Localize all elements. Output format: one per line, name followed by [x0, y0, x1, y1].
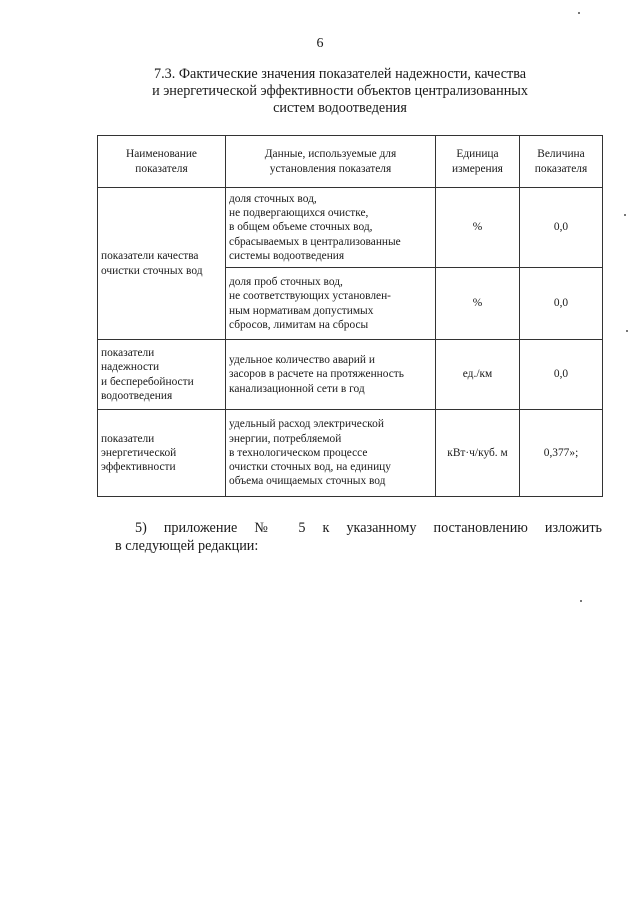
header-value [520, 136, 603, 188]
header-source-data [226, 136, 436, 188]
cell-line: и бесперебойности [101, 375, 194, 388]
cell-line: эффективности [101, 461, 176, 474]
cell-line: удельное количество аварий и [229, 354, 375, 367]
header-line: Величина [537, 148, 585, 161]
cell-line: очистки сточных вод, на единицу [229, 461, 391, 474]
value-cell: 0,0 [520, 188, 603, 268]
scan-speck [578, 12, 580, 14]
cell-line: очистки сточных вод [101, 264, 203, 277]
indicators-table [97, 135, 603, 497]
section-title-line: систем водоотведения [273, 100, 407, 116]
cell-line: канализационной сети в год [229, 382, 365, 395]
indicator-group-name [98, 188, 226, 340]
value-cell: 0,0 [520, 268, 603, 340]
cell-line: ным нормативам допустимых [229, 304, 374, 317]
cell-line: сбросов, лимитам на сбросы [229, 318, 369, 331]
cell-line: доля сточных вод, [229, 192, 317, 205]
header-line: показателя [534, 162, 588, 175]
section-title-line: 7.3. Фактические значения показателей надежности, качества [154, 66, 526, 82]
indicator-data-cell [226, 188, 436, 268]
unit-cell: кВт·ч/куб. м [436, 410, 520, 497]
cell-line: доля проб сточных вод, [229, 275, 343, 288]
cell-line: удельный расход электрической [229, 418, 384, 431]
section-title [110, 66, 570, 117]
scan-speck [626, 330, 628, 332]
indicator-data-cell [226, 268, 436, 340]
cell-line: засоров в расчете на протяженность [229, 368, 404, 381]
value-cell: 0,0 [520, 340, 603, 410]
cell-line: сбрасываемых в централизованные [229, 235, 401, 248]
header-line: установления показателя [269, 162, 392, 175]
unit-cell: % [436, 188, 520, 268]
cell-line: показатели [101, 346, 155, 359]
indicator-data-cell [226, 340, 436, 410]
header-line: Единица [456, 148, 499, 161]
cell-line: показатели качества [101, 250, 199, 263]
amendment-paragraph: 5) приложение № 5 к указанному постановлению изложить [135, 520, 602, 536]
cell-line: надежности [101, 361, 160, 374]
cell-line: показатели [101, 432, 155, 445]
cell-line: системы водоотведения [229, 249, 345, 262]
table-row [98, 188, 603, 268]
amendment-paragraph-continuation: в следующей редакции: [115, 538, 259, 554]
value-cell: 0,377»; [520, 410, 603, 497]
header-line: показателя [135, 162, 188, 175]
cell-line: в общем объеме сточных вод, [229, 221, 373, 234]
scan-speck [624, 214, 626, 216]
unit-cell: ед./км [436, 340, 520, 410]
header-line: Данные, используемые для [264, 148, 397, 161]
cell-line: энергии, потребляемой [229, 432, 342, 445]
indicator-data-cell [226, 410, 436, 497]
table-row [98, 410, 603, 497]
cell-line: объема очищаемых сточных вод [229, 475, 386, 488]
indicator-group-name [98, 340, 226, 410]
header-line: Наименование [126, 148, 197, 161]
table-row [98, 340, 603, 410]
page-number: 6 [316, 36, 324, 51]
cell-line: энергетической [101, 446, 177, 459]
header-unit [436, 136, 520, 188]
cell-line: в технологическом процессе [229, 446, 368, 459]
cell-line: не соответствующих установлен- [229, 290, 391, 303]
section-title-line: и энергетической эффективности объектов централизованных [152, 83, 528, 99]
table-header-row [98, 136, 603, 188]
indicator-group-name [98, 410, 226, 497]
cell-line: не подвергающихся очистке, [229, 207, 369, 220]
scan-speck [580, 600, 582, 602]
header-line: измерения [452, 162, 503, 175]
unit-cell: % [436, 268, 520, 340]
cell-line: водоотведения [101, 389, 173, 402]
header-indicator-name [98, 136, 226, 188]
